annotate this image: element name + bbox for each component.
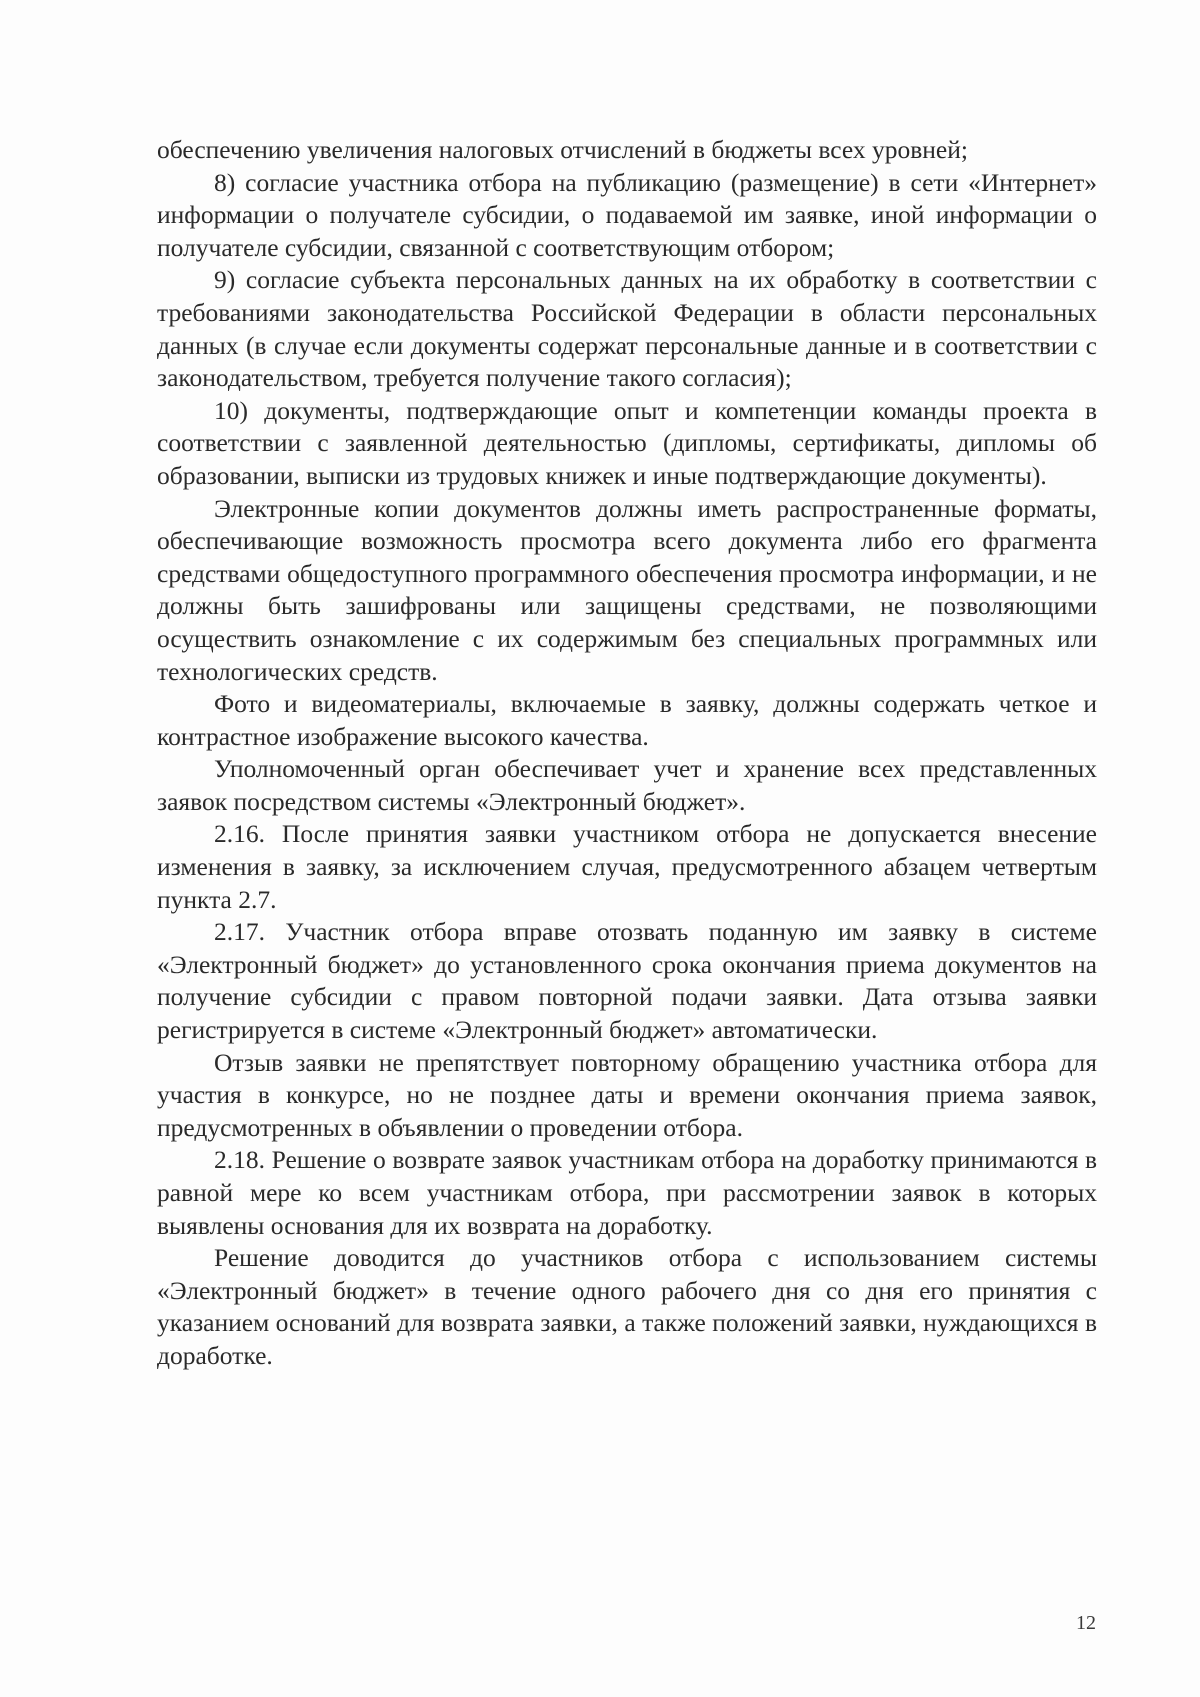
paragraph-photo-video: Фото и видеоматериалы, включаемые в заявку, должны содержать четкое и контрастное изображение высокого качества. — [157, 689, 1097, 751]
paragraph-2-16: 2.16. После принятия заявки участником отбора не допускается внесение изменения в заявку, за исключением случая, предусмотренного абзацем четвертым пункта 2.7. — [157, 819, 1097, 914]
document-body — [157, 134, 1097, 1373]
paragraph-withdrawal: Отзыв заявки не препятствует повторному обращению участника отбора для участия в конкурсе, но не позднее даты и времени окончания приема заявок, предусмотренных в объявлении о проведении отбора. — [157, 1047, 1097, 1142]
paragraph-item-10: 10) документы, подтверждающие опыт и компетенции команды проекта в соответствии с заявленной деятельностью (дипломы, сертификаты, дипломы об образовании, выписки из трудовых книжек и иные подтверждающие документы). — [157, 395, 1097, 490]
paragraph-authorized-body: Уполномоченный орган обеспечивает учет и хранение всех представленных заявок посредством системы «Электронный бюджет». — [157, 754, 1097, 816]
paragraph-2-18: 2.18. Решение о возврате заявок участникам отбора на доработку принимаются в равной мере ко всем участникам отбора, при рассмотрении заявок в которых выявлены основания для их возврата на доработку. — [157, 1145, 1097, 1240]
paragraph-electronic-copies: Электронные копии документов должны иметь распространенные форматы, обеспечивающие возможность просмотра всего документа либо его фрагмента средствами общедоступного программного обеспечения просмотра информации, и не должны быть зашифрованы или защищены средствами, не позволяющими осуществить ознакомление с их содержимым без специальных программных или технологических средств. — [157, 493, 1097, 686]
paragraph-decision: Решение доводится до участников отбора с использованием системы «Электронный бюджет» в течение одного рабочего дня со дня его принятия с указанием оснований для возврата заявки, а также положений заявки, нуждающихся в доработке. — [157, 1243, 1097, 1370]
paragraph-item-8: 8) согласие участника отбора на публикацию (размещение) в сети «Интернет» информации о получателе субсидии, о подаваемой им заявке, иной информации о получателе субсидии, связанной с соответствующим отбором; — [157, 167, 1097, 262]
paragraph-2-17: 2.17. Участник отбора вправе отозвать поданную им заявку в системе «Электронный бюджет» до установленного срока окончания приема документов на получение субсидии с правом повторной подачи заявки. Дата отзыва заявки регистрируется в системе «Электронный бюджет» автоматически. — [157, 917, 1097, 1045]
page-number: 12 — [1076, 1612, 1096, 1634]
paragraph-item-9: 9) согласие субъекта персональных данных на их обработку в соответствии с требованиями законодательства Российской Федерации в области персональных данных (в случае если документы содержат персональные данные и в соответствии с законодательством, требуется получение такого согласия); — [157, 265, 1097, 393]
paragraph-continuation: обеспечению увеличения налоговых отчислений в бюджеты всех уровней; — [157, 135, 968, 164]
